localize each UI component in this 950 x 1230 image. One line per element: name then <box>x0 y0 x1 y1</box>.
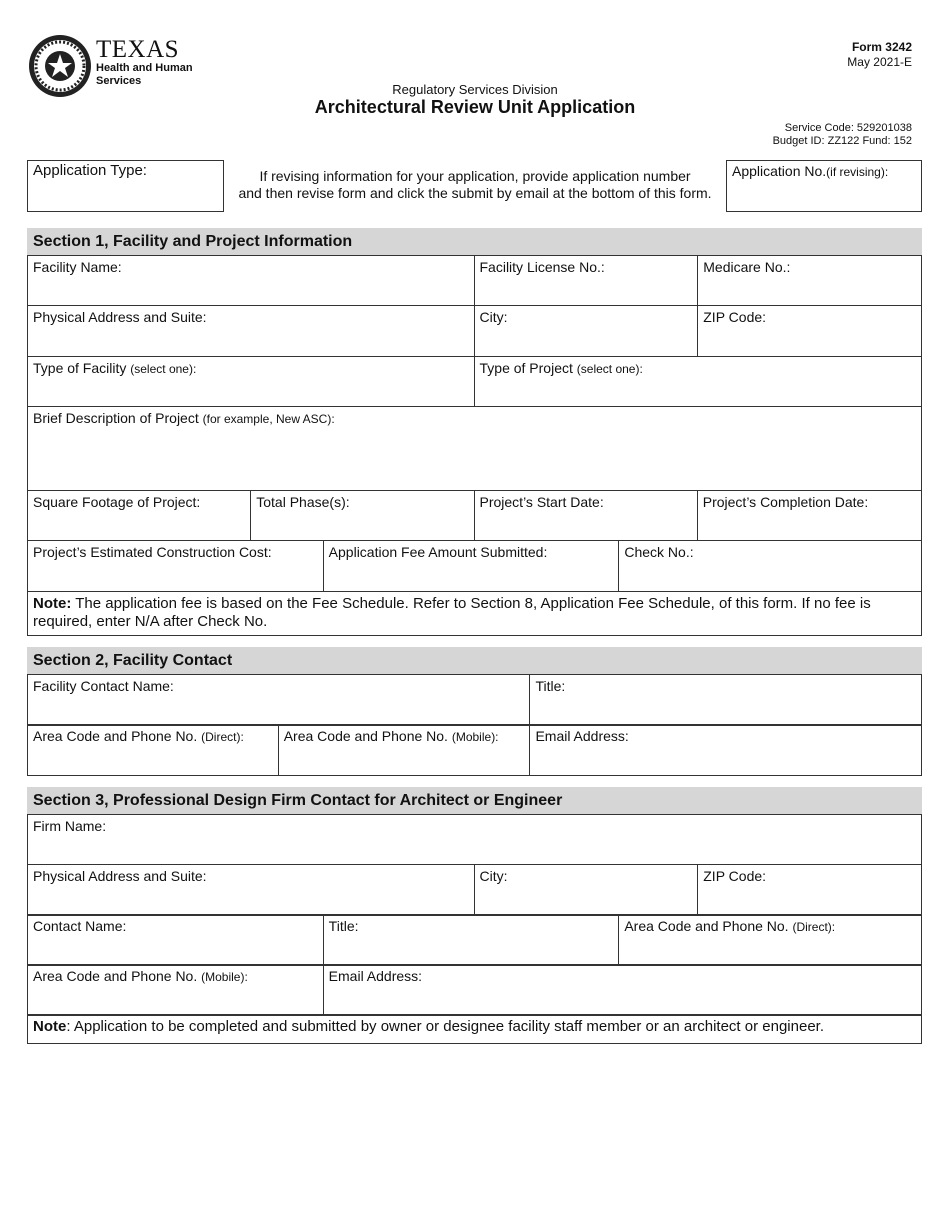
facility-phone-direct-field[interactable] <box>27 724 279 776</box>
facility-license-field[interactable] <box>474 255 699 306</box>
budget-id: Budget ID: ZZ122 Fund: 152 <box>772 135 912 147</box>
type-of-facility-label: Type of Facility <box>33 360 127 376</box>
check-number-label: Check No.: <box>624 544 694 560</box>
facility-email-label: Email Address: <box>535 728 629 744</box>
logo-texas-text: TEXAS <box>96 36 180 63</box>
brief-description-label: Brief Description of Project <box>33 410 199 426</box>
section-3-row-4 <box>27 965 922 1016</box>
submission-note-text: : Application to be completed and submitted by owner or designee facility staff member or an architect or engineer. <box>66 1018 824 1035</box>
total-phases-label: Total Phase(s): <box>256 494 350 510</box>
application-number-hint: (if revising): <box>826 165 889 179</box>
section-1-row-2 <box>27 306 922 357</box>
firm-city-field[interactable] <box>474 864 699 916</box>
physical-address-field[interactable] <box>27 305 475 357</box>
facility-name-field[interactable] <box>27 255 475 306</box>
firm-phone-mobile-field[interactable] <box>27 964 324 1016</box>
city-field[interactable] <box>474 305 699 357</box>
estimated-cost-field[interactable] <box>27 540 324 592</box>
firm-name-field[interactable] <box>27 814 922 865</box>
fee-note-label: Note: <box>33 595 72 612</box>
check-number-field[interactable] <box>618 540 922 592</box>
application-number-label: Application No. <box>732 163 827 179</box>
firm-contact-title-label: Title: <box>328 918 359 934</box>
section-1-row-5 <box>27 491 922 541</box>
firm-phone-mobile-hint: (Mobile): <box>201 970 248 984</box>
facility-phone-mobile-hint: (Mobile): <box>451 730 499 744</box>
firm-zip-label: ZIP Code: <box>703 868 767 884</box>
facility-license-label: Facility License No.: <box>479 259 605 275</box>
start-date-label: Project’s Start Date: <box>479 494 604 510</box>
revise-instructions-line1: If revising information for your application, provide application number <box>259 168 691 184</box>
facility-name-label: Facility Name: <box>33 259 122 275</box>
form-number: Form 3242 <box>851 40 912 54</box>
zip-field[interactable] <box>697 305 922 357</box>
firm-email-label: Email Address: <box>328 968 423 984</box>
facility-phone-direct-label: Area Code and Phone No. <box>33 728 198 744</box>
facility-contact-title-field[interactable] <box>529 674 922 726</box>
completion-date-label: Project’s Completion Date: <box>702 494 869 510</box>
page-title: Architectural Review Unit Application <box>314 97 636 117</box>
firm-city-label: City: <box>479 868 508 884</box>
brief-description-hint: (for example, New ASC): <box>202 412 335 426</box>
section-3-heading: Section 3, Professional Design Firm Contact for Architect or Engineer <box>27 787 922 815</box>
type-of-facility-select[interactable] <box>27 356 475 407</box>
facility-contact-title-label: Title: <box>535 678 566 694</box>
start-date-field[interactable] <box>474 490 698 541</box>
type-of-project-hint: (select one): <box>576 362 643 376</box>
section-1-row-4 <box>27 407 922 491</box>
facility-phone-direct-hint: (Direct): <box>201 730 244 744</box>
service-code: Service Code: 529201038 <box>784 122 912 134</box>
division-name: Regulatory Services Division <box>392 82 558 97</box>
completion-date-field[interactable] <box>697 490 922 541</box>
section-1-row-6 <box>27 541 922 592</box>
facility-email-field[interactable] <box>529 724 922 776</box>
facility-phone-mobile-label: Area Code and Phone No. <box>283 728 448 744</box>
medicare-label: Medicare No.: <box>703 259 791 275</box>
square-footage-label: Square Footage of Project: <box>33 494 201 510</box>
firm-zip-field[interactable] <box>697 864 922 916</box>
facility-contact-name-field[interactable] <box>27 674 530 726</box>
section-2-row-2 <box>27 725 922 776</box>
section-3-row-2 <box>27 865 922 916</box>
square-footage-field[interactable] <box>27 490 251 541</box>
firm-phone-mobile-label: Area Code and Phone No. <box>33 968 198 984</box>
revise-instructions <box>230 168 720 202</box>
logo-subtitle-2: Services <box>96 75 142 87</box>
logo-subtitle-1: Health and Human <box>96 62 193 74</box>
firm-phone-direct-hint: (Direct): <box>792 920 836 934</box>
firm-contact-title-field[interactable] <box>323 914 620 966</box>
form-date: May 2021-E <box>847 55 912 69</box>
submission-note-label: Note <box>33 1018 67 1035</box>
fee-note-text: The application fee is based on the Fee Schedule. Refer to Section 8, Application Fee Schedule, of this form. If no fee is required, enter N/A after Check No. <box>33 595 871 630</box>
physical-address-label: Physical Address and Suite: <box>33 309 207 325</box>
fee-amount-field[interactable] <box>323 540 620 592</box>
type-of-project-label: Type of Project <box>479 360 573 376</box>
facility-phone-mobile-field[interactable] <box>278 724 531 776</box>
service-codes <box>773 122 912 148</box>
section-1-row-3 <box>27 357 922 407</box>
section-2-heading: Section 2, Facility Contact <box>27 647 922 675</box>
revise-instructions-line2: and then revise form and click the submit by email at the bottom of this form. <box>238 185 712 201</box>
firm-address-field[interactable] <box>27 864 475 916</box>
type-of-project-select[interactable] <box>474 356 923 407</box>
zip-label: ZIP Code: <box>703 309 767 325</box>
fee-amount-label: Application Fee Amount Submitted: <box>328 544 548 560</box>
medicare-field[interactable] <box>697 255 922 306</box>
section-3-row-3 <box>27 915 922 966</box>
fee-note <box>27 591 922 636</box>
firm-email-field[interactable] <box>323 964 922 1016</box>
city-label: City: <box>479 309 508 325</box>
section-3-row-1 <box>27 815 922 865</box>
total-phases-field[interactable] <box>250 490 474 541</box>
section-2-row-1 <box>27 675 922 726</box>
brief-description-field[interactable] <box>27 406 922 491</box>
application-number-field[interactable] <box>726 160 922 212</box>
application-type-field[interactable] <box>27 160 224 212</box>
firm-phone-direct-field[interactable] <box>618 914 922 966</box>
section-3-row-5 <box>27 1015 922 1044</box>
firm-address-label: Physical Address and Suite: <box>33 868 207 884</box>
section-1-row-1 <box>27 256 922 306</box>
type-of-facility-hint: (select one): <box>130 362 197 376</box>
application-type-label: Application Type: <box>33 162 147 179</box>
firm-contact-name-label: Contact Name: <box>33 918 127 934</box>
firm-contact-name-field[interactable] <box>27 914 324 966</box>
submission-note <box>27 1014 922 1044</box>
facility-contact-name-label: Facility Contact Name: <box>33 678 174 694</box>
section-1-heading: Section 1, Facility and Project Information <box>27 228 922 256</box>
form-identifier <box>847 40 912 70</box>
firm-phone-direct-label: Area Code and Phone No. <box>624 918 789 934</box>
estimated-cost-label: Project’s Estimated Construction Cost: <box>33 544 272 560</box>
section-1-row-7 <box>27 592 922 636</box>
firm-name-label: Firm Name: <box>33 818 107 834</box>
